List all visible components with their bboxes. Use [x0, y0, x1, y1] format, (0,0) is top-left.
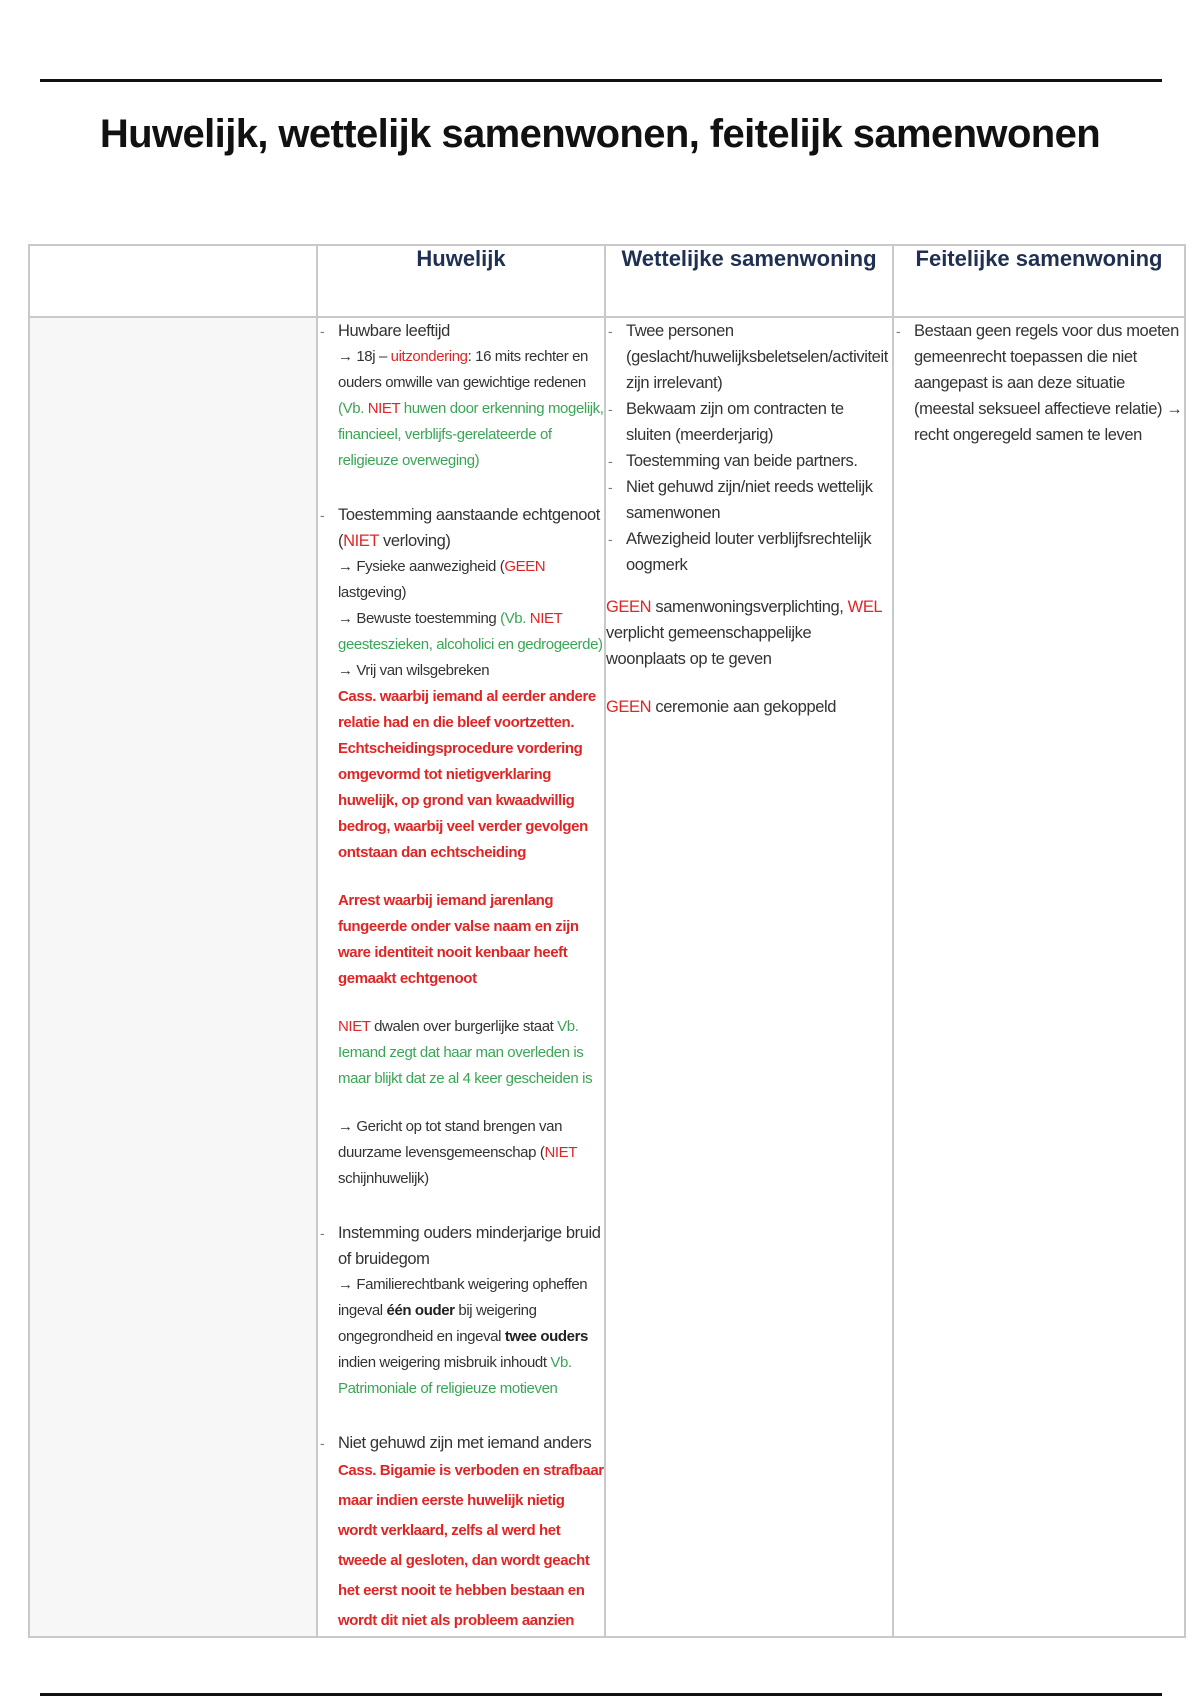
red-text: NIET: [544, 1144, 577, 1161]
text-span: (: [338, 532, 344, 550]
case-note: Arrest waarbij iemand jarenlang fungeerde onder valse naam en zijn ware identiteit nooit kenbaar heeft gemaakt echtgenoot: [338, 892, 579, 987]
table-row-grondvoorwaarden: [29, 317, 1185, 1637]
feitelijk-list: [894, 318, 1184, 448]
wettelijk-list: [606, 318, 892, 578]
paragraph: [606, 594, 892, 672]
bullet-title: - Niet gehuwd zijn met iemand anders: [338, 1434, 592, 1452]
sub-text: [338, 1114, 604, 1192]
page-title: Huwelijk, wettelijk samenwonen, feitelijk samenwonen: [99, 112, 1101, 156]
red-text: NIET: [343, 532, 379, 550]
list-item: - Afwezigheid louter verblijfsrechtelijk oogmerk: [626, 526, 892, 578]
bold-text: één ouder: [386, 1302, 455, 1319]
header-feitelijke-samenwoning: Feitelijke samenwoning: [893, 245, 1185, 317]
sub-text: [338, 554, 604, 606]
green-text: Vb. Patrimoniale of religieuze motieven: [338, 1354, 572, 1397]
header-empty-cell: [29, 245, 317, 317]
case-note: Cass. waarbij iemand al eerder andere relatie had en die bleef voortzetten. Echtscheidingsprocedure vordering omgevormd tot nietigverklaring huwelijk, op grond van kwaadwillig bedrog, waarbij veel verder gevolgen ontstaan dan echtscheiding: [338, 688, 596, 861]
wettelijke-samenwoning-cell: [605, 317, 893, 1637]
red-text: GEEN: [504, 558, 546, 575]
bullet-title: - Instemming ouders minderjarige bruid of bruidegom: [338, 1224, 601, 1268]
green-text: (Vb.: [500, 610, 530, 627]
list-item: - Niet gehuwd zijn/niet reeds wettelijk samenwonen: [626, 474, 892, 526]
list-item: [338, 318, 604, 474]
list-item: [338, 502, 604, 1192]
bullet-title: - Toestemming aanstaande echtgenoot: [338, 506, 600, 524]
text-span: → 18j –: [338, 348, 391, 365]
text-span: verplicht gemeenschappelijke woonplaats op te geven: [606, 624, 812, 668]
green-text: huwen door erkenning mogelijk, financieel, verblijfs-gerelateerde of religieuze overweging): [338, 400, 604, 469]
list-item: [338, 1430, 604, 1636]
text-span: ceremonie aan gekoppeld: [651, 698, 837, 716]
top-rule: [40, 79, 1162, 82]
list-item: - Twee personen (geslacht/huwelijksbeletselen/activiteit zijn irrelevant): [626, 318, 892, 396]
red-text: GEEN: [606, 698, 652, 716]
text-span: bij weigering ongegrondheid en ingeval: [338, 1302, 537, 1345]
list-item: [338, 1220, 604, 1402]
green-text: (Vb.: [338, 400, 368, 417]
header-wettelijke-samenwoning: Wettelijke samenwoning: [605, 245, 893, 317]
text-span: indien weigering misbruik inhoudt: [338, 1354, 551, 1371]
text-span: → Fysieke aanwezigheid (: [338, 558, 505, 575]
red-text: NIET: [529, 610, 563, 627]
red-text: GEEN: [606, 598, 652, 616]
text-span: → Bewuste toestemming: [338, 610, 501, 627]
sub-text: → Vrij van wilsgebreken: [338, 662, 490, 679]
text-span: lastgeving): [338, 584, 407, 601]
text-span: : 16 mits rechter en ouders omwille van gewichtige redenen: [338, 348, 588, 391]
paragraph: [606, 694, 892, 720]
green-text: Vb. Iemand zegt dat haar man overleden is maar blijkt dat ze al 4 keer gescheiden is: [338, 1018, 593, 1087]
huwelijk-cell: [317, 317, 605, 1637]
sub-text: [338, 606, 604, 658]
table-header-row: [29, 245, 1185, 317]
bullet-title: - Huwbare leeftijd: [338, 322, 450, 340]
header-huwelijk: Huwelijk: [317, 245, 605, 317]
huwelijk-list: [318, 318, 604, 1636]
green-text: geesteszieken, alcoholici en gedrogeerde): [338, 636, 603, 653]
text-span: dwalen over burgerlijke staat: [370, 1018, 558, 1035]
sub-text: [338, 344, 604, 474]
text-span: → Gericht op tot stand brengen van duurzame levensgemeenschap (: [338, 1118, 563, 1161]
red-text: NIET: [338, 1018, 371, 1035]
bold-text: twee ouders: [504, 1328, 588, 1345]
text-span: → Familierechtbank weigering opheffen ingeval: [338, 1276, 588, 1319]
sub-text: [338, 1272, 604, 1402]
bottom-rule: [40, 1693, 1162, 1696]
list-item: - Bekwaam zijn om contracten te sluiten (meerderjarig): [626, 396, 892, 448]
text-span: verloving): [378, 532, 451, 550]
text-span: samenwoningsverplichting,: [651, 598, 848, 616]
list-item: - Toestemming van beide partners.: [626, 448, 892, 474]
bullet-sub: [338, 528, 604, 554]
red-text: NIET: [367, 400, 400, 417]
row-label-cell: [29, 317, 317, 1637]
comparison-table: [28, 244, 1186, 1638]
text-span: schijnhuwelijk): [338, 1170, 429, 1187]
list-item: - Bestaan geen regels voor dus moeten gemeenrecht toepassen die niet aangepast is aan deze situatie (meestal seksueel affectieve relatie) → recht ongeregeld samen te leven: [914, 318, 1184, 448]
feitelijke-samenwoning-cell: [893, 317, 1185, 1637]
red-text: WEL: [847, 598, 882, 616]
case-note: Cass. Bigamie is verboden en strafbaar maar indien eerste huwelijk nietig wordt verklaard, zelfs al werd het tweede al gesloten, dan wordt geacht het eerst nooit te hebben bestaan en wordt dit niet als probleem aanzien: [338, 1462, 604, 1629]
red-text: uitzondering: [390, 348, 468, 365]
sub-text: [338, 1014, 604, 1092]
